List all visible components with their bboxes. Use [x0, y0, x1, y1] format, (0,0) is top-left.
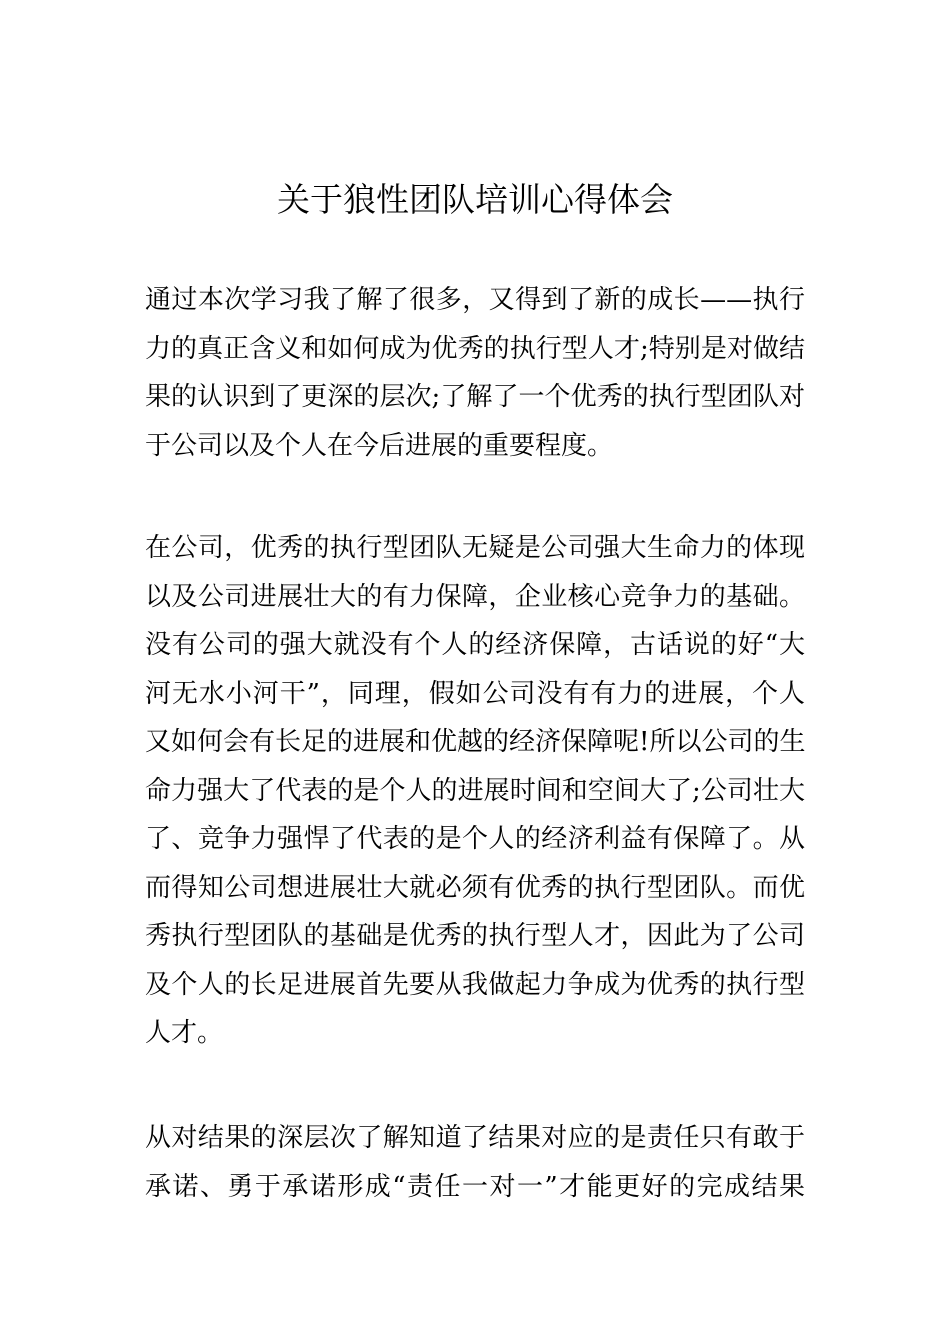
- paragraph-line: 人才。: [145, 1018, 224, 1048]
- paragraph-line: 果的认识到了更深的层次;了解了一个优秀的执行型团队对: [145, 382, 805, 412]
- paragraph-1: [145, 276, 805, 470]
- paragraph-line: 命力强大了代表的是个人的进展时间和空间大了;公司壮大: [145, 775, 805, 806]
- paragraph-line: 从对结果的深层次了解知道了结果对应的是责任只有敢于: [145, 1123, 805, 1153]
- paragraph-line: 又如何会有长足的进展和优越的经济保障呢!所以公司的生: [145, 727, 806, 757]
- paragraph-line: 了、竞争力强悍了代表的是个人的经济利益有保障了。从: [145, 824, 805, 854]
- paragraph-line: 以及公司进展壮大的有力保障，企业核心竞争力的基础。: [145, 581, 805, 612]
- paragraph-2: [145, 524, 805, 1058]
- paragraph-line: 河无水小河干”，同理，假如公司没有有力的进展，个人: [145, 678, 805, 709]
- paragraph-line: 于公司以及个人在今后进展的重要程度。: [145, 430, 614, 461]
- paragraph-line: 通过本次学习我了解了很多，又得到了新的成长——执行: [145, 285, 805, 315]
- document-title: 关于狼性团队培训心得体会: [277, 180, 673, 219]
- paragraph-line: 没有公司的强大就没有个人的经济保障，古话说的好“大: [145, 630, 805, 660]
- paragraph-line: 及个人的长足进展首先要从我做起力争成为优秀的执行型: [145, 969, 805, 1000]
- paragraph-line: 在公司，优秀的执行型团队无疑是公司强大生命力的体现: [145, 533, 805, 563]
- paragraph-line: 而得知公司想进展壮大就必须有优秀的执行型团队。而优: [145, 872, 805, 903]
- paragraph-line: 秀执行型团队的基础是优秀的执行型人才，因此为了公司: [145, 921, 805, 951]
- paragraph-3: [145, 1114, 805, 1211]
- paragraph-line: 承诺、勇于承诺形成“责任一对一”才能更好的完成结果: [145, 1171, 805, 1202]
- paragraph-line: 力的真正含义和如何成为优秀的执行型人才;特别是对做结: [145, 333, 805, 364]
